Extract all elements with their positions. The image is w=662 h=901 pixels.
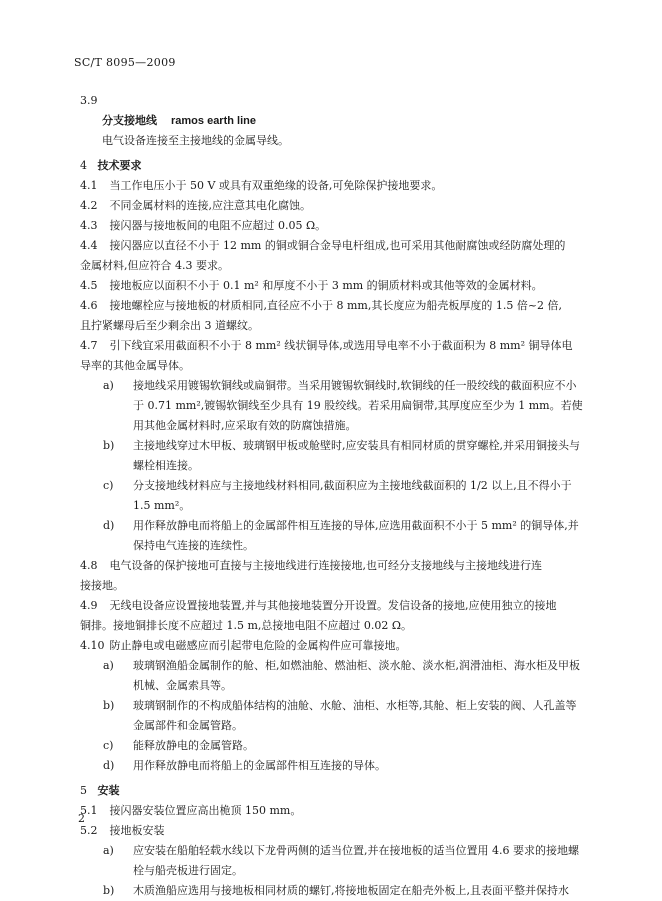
section-5-heading — [80, 781, 585, 801]
section-number: 5 — [80, 784, 87, 797]
clause-text: 不同金属材料的连接,应注意其电化腐蚀。 — [109, 199, 311, 212]
list-text: 玻璃钢制作的不构成船体结构的油舱、水舱、油柜、水柜等,其舱、柜上安装的阀、人孔盖等金属部件和金属管路。 — [133, 699, 577, 732]
list-text: 用作释放静电而将船上的金属部件相互连接的导体,应选用截面积不小于 5 mm² 的铜导体,并保持电气连接的连续性。 — [133, 519, 579, 552]
list-text: 能释放静电的金属管路。 — [133, 739, 254, 752]
list-item — [80, 756, 585, 776]
clause-number: 5.2 — [80, 824, 98, 837]
clause-text: 接闪器应以直径不小于 12 mm 的铜或铜合金导电杆组成,也可采用其他耐腐蚀或经防腐处理的 — [109, 239, 566, 252]
list-label: c) — [103, 479, 114, 492]
list-text: 应安装在船舶轻载水线以下龙骨两侧的适当位置,并在接地板的适当位置用 4.6 要求的接地螺栓与船壳板进行固定。 — [133, 844, 579, 877]
clause-number: 4.9 — [80, 599, 98, 612]
clause-4-7-cont: 导率的其他金属导体。 — [80, 359, 190, 372]
clause-4-4-cont: 金属材料,但应符合 4.3 要求。 — [80, 259, 229, 272]
list-item — [80, 881, 585, 901]
list-label: a) — [103, 659, 114, 672]
clause-text: 接地板应以面积不小于 0.1 m² 和厚度不小于 3 mm 的铜质材料或其他等效的金属材料。 — [109, 279, 543, 292]
list-text: 分支接地线材料应与主接地线材料相同,截面积应为主接地线截面积的 1/2 以上,且不得小于 1.5 mm²。 — [133, 479, 572, 512]
list-item — [80, 516, 585, 556]
clause-text: 引下线宜采用截面积不小于 8 mm² 线状铜导体,或选用导电率不小于截面积为 8 mm² 铜导体电 — [109, 339, 573, 352]
section-4-heading — [80, 156, 585, 176]
section-title: 安装 — [97, 784, 120, 797]
clause-4-9 — [80, 596, 585, 616]
clause-text: 当工作电压小于 50 V 或具有双重绝缘的设备,可免除保护接地要求。 — [109, 179, 443, 192]
list-text: 用作释放静电而将船上的金属部件相互连接的导体。 — [133, 759, 386, 772]
section-title: 技术要求 — [97, 159, 142, 172]
clause-4-6-cont: 且拧紧螺母后至少剩余出 3 道螺纹。 — [80, 319, 259, 332]
clause-4-8 — [80, 556, 585, 576]
document-body — [80, 91, 585, 901]
list-item — [80, 376, 585, 436]
page-number: 2 — [78, 812, 85, 825]
clause-4-5 — [80, 276, 585, 296]
clause-number: 5.1 — [80, 804, 98, 817]
clause-4-2 — [80, 196, 585, 216]
clause-text: 接闪器与接地板间的电阻不应超过 0.05 Ω。 — [109, 219, 327, 232]
list-item — [80, 476, 585, 516]
clause-4-4 — [80, 236, 585, 256]
list-text: 接地线采用镀锡软铜线或扁铜带。当采用镀锡软铜线时,软铜线的任一股绞线的截面积应不小于 0.71 mm²,镀锡软铜线至少具有 19 股绞线。若采用扁铜带,其厚度应至少为 1 mm。若使用其他金属材料时,应采取有效的防腐蚀措施。 — [133, 379, 583, 432]
list-label: a) — [103, 844, 114, 857]
clause-text: 无线电设备应设置接地装置,并与其他接地装置分开设置。发信设备的接地,应使用独立的接地 — [109, 599, 557, 612]
clause-number: 4.5 — [80, 279, 98, 292]
list-text: 玻璃钢渔船金属制作的舱、柜,如燃油舱、燃油柜、淡水舱、淡水柜,润滑油柜、海水柜及甲板机械、金属索具等。 — [133, 659, 580, 692]
clause-4-3 — [80, 216, 585, 236]
clause-number: 4.1 — [80, 179, 98, 192]
clause-text: 电气设备的保护接地可直接与主接地线进行连接接地,也可经分支接地线与主接地线进行连 — [109, 559, 542, 572]
clause-3-9-term — [80, 111, 585, 131]
clause-4-6 — [80, 296, 585, 316]
clause-number: 4.4 — [80, 239, 98, 252]
list-label: b) — [103, 439, 115, 452]
clause-number: 4.3 — [80, 219, 98, 232]
list-label: b) — [103, 884, 115, 897]
clause-4-7 — [80, 336, 585, 356]
list-text: 木质渔船应选用与接地板相同材质的螺钉,将接地板固定在船壳外板上,且表面平整并保持水 — [133, 884, 569, 897]
clause-3-9-definition: 电气设备连接至主接地线的金属导线。 — [102, 134, 289, 147]
list-item — [80, 841, 585, 881]
term-chinese: 分支接地线 — [102, 114, 157, 127]
list-label: d) — [103, 519, 115, 532]
clause-4-9-cont: 铜排。接地铜排长度不应超过 1.5 m,总接地电阻不应超过 0.02 Ω。 — [80, 619, 413, 632]
list-label: c) — [103, 739, 114, 752]
clause-number: 4.8 — [80, 559, 98, 572]
clause-5-2 — [80, 821, 585, 841]
section-number: 4 — [80, 159, 87, 172]
clause-number: 4.2 — [80, 199, 98, 212]
clause-number: 4.10 — [80, 639, 105, 652]
clause-text: 接闪器安装位置应高出桅顶 150 mm。 — [109, 804, 302, 817]
term-english: ramos earth line — [171, 115, 256, 127]
list-item — [80, 656, 585, 696]
list-item — [80, 436, 585, 476]
list-label: b) — [103, 699, 115, 712]
clause-3-9-number: 3.9 — [80, 94, 98, 107]
clause-number: 4.6 — [80, 299, 98, 312]
clause-text: 接地板安装 — [109, 824, 165, 837]
standard-code-header: SC/T 8095—2009 — [74, 56, 176, 69]
list-text: 主接地线穿过木甲板、玻璃钢甲板或舱壁时,应安装具有相同材质的贯穿螺栓,并采用铜接头与螺栓相连接。 — [133, 439, 580, 472]
clause-text: 防止静电或电磁感应而引起带电危险的金属构件应可靠接地。 — [109, 639, 407, 652]
clause-5-1 — [80, 801, 585, 821]
list-item — [80, 696, 585, 736]
clause-number: 4.7 — [80, 339, 98, 352]
clause-4-8-cont: 接接地。 — [80, 579, 124, 592]
list-label: a) — [103, 379, 114, 392]
list-item — [80, 736, 585, 756]
list-label: d) — [103, 759, 115, 772]
clause-4-1 — [80, 176, 585, 196]
clause-text: 接地螺栓应与接地板的材质相同,直径应不小于 8 mm,其长度应为船壳板厚度的 1.5 倍~2 倍, — [109, 299, 563, 312]
clause-4-10 — [80, 636, 585, 656]
